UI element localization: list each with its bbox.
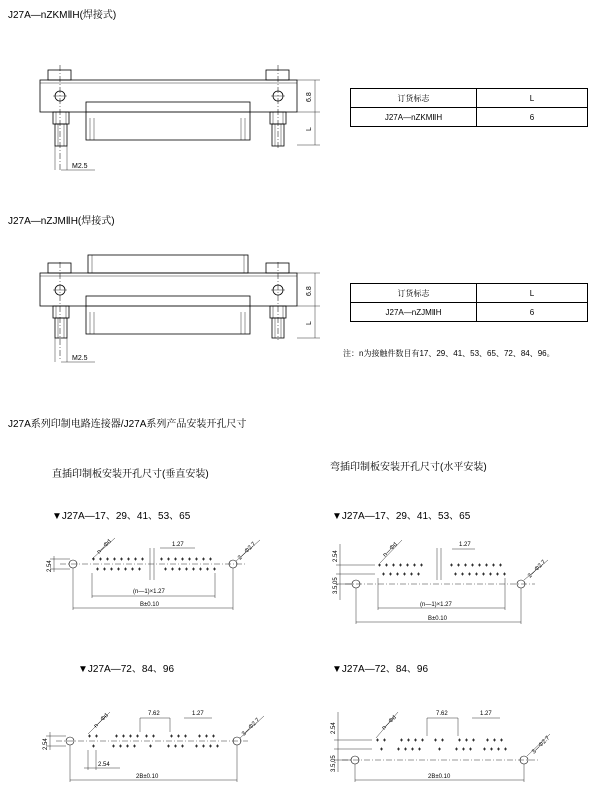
pattern-left-b-hole-3: 3—Φ2.7 bbox=[241, 717, 262, 738]
diagram2-table-header-l: L bbox=[477, 284, 588, 303]
diagram1-table-header-mark: 订货标志 bbox=[351, 89, 477, 108]
right-heading: 弯插印制板安装开孔尺寸(水平安装) bbox=[330, 462, 487, 473]
left-heading: 直插印制板安装开孔尺寸(垂直安装) bbox=[52, 469, 209, 480]
diagram2-drawing bbox=[40, 255, 320, 362]
section-title: J27A系列印制电路连接器/J27A系列产品安装开孔尺寸 bbox=[8, 419, 247, 430]
pattern-left-b-row-bottom: 2.54 bbox=[98, 762, 110, 768]
pattern-left-b-width: 2B±0.10 bbox=[136, 774, 159, 780]
diagram1-table-header-l: L bbox=[477, 89, 588, 108]
table-row bbox=[351, 284, 588, 303]
left-variant-a: ▼J27A—17、29、41、53、65 bbox=[52, 511, 191, 522]
diagram1-dim-screw: M2.5 bbox=[72, 163, 88, 170]
pattern-left-a-hole-n: n—Φd bbox=[96, 538, 113, 556]
diagram1-drawing bbox=[40, 65, 320, 170]
right-variant-b: ▼J27A—72、84、96 bbox=[332, 664, 429, 675]
diagram2-table-l: 6 bbox=[477, 303, 588, 322]
pattern-right-a-hole-2: 2—Φ2.7 bbox=[527, 559, 548, 580]
pattern-left-b-row: 2.54 bbox=[43, 738, 49, 750]
contact-count-note: 注：n为接触件数目有17、29、41、53、65、72、84、96。 bbox=[343, 349, 555, 358]
pattern-left-b-gap: 7.62 bbox=[148, 711, 160, 717]
pattern-right-a-width: B±0.10 bbox=[428, 616, 447, 622]
pattern-left-a-hole-2: 2—Φ2.7 bbox=[237, 541, 258, 562]
right-variant-a: ▼J27A—17、29、41、53、65 bbox=[332, 511, 471, 522]
diagram1-dim-l: L bbox=[306, 127, 313, 131]
pattern-left-a-pitch: 1.27 bbox=[172, 542, 184, 548]
pattern-right-a-pitch: 1.27 bbox=[459, 542, 471, 548]
pattern-right-b-width: 2B±0.10 bbox=[428, 774, 451, 780]
pattern-right-b bbox=[334, 712, 550, 782]
diagram2-dim-vertical: 6.8 bbox=[306, 286, 313, 296]
pattern-right-b-row: 2.54 bbox=[331, 722, 337, 734]
diagram1-order-table bbox=[350, 88, 588, 127]
table-row bbox=[351, 303, 588, 322]
pattern-right-a-hole-n: n—Φd bbox=[382, 541, 399, 559]
diagram2-dim-screw: M2.5 bbox=[72, 355, 88, 362]
diagram1-dim-vertical: 6.8 bbox=[306, 92, 313, 102]
pattern-left-a-row: 2.54 bbox=[47, 560, 53, 572]
diagram1-table-l: 6 bbox=[477, 108, 588, 127]
pattern-right-b-pitch: 1.27 bbox=[480, 711, 492, 717]
pattern-left-a-width: B±0.10 bbox=[140, 602, 159, 608]
diagram2-title: J27A—nZJMⅡH(焊接式) bbox=[8, 216, 115, 227]
diagram2-order-table bbox=[350, 283, 588, 322]
pattern-right-b-hole-n: n—Φd bbox=[381, 714, 398, 732]
pattern-left-b-hole-n: n—Φd bbox=[93, 712, 110, 730]
diagram2-table-header-mark: 订货标志 bbox=[351, 284, 477, 303]
pattern-right-b-row-h: 3.5,05 bbox=[331, 755, 337, 772]
pattern-left-a bbox=[50, 538, 260, 610]
pattern-left-b-pitch: 1.27 bbox=[192, 711, 204, 717]
diagram1-table-mark: J27A—nZKMⅡH bbox=[351, 108, 477, 127]
table-row bbox=[351, 89, 588, 108]
left-variant-b: ▼J27A—72、84、96 bbox=[78, 664, 175, 675]
pattern-left-a-span: (n—1)×1.27 bbox=[133, 589, 165, 595]
diagram1-title: J27A—nZKMⅡH(焊接式) bbox=[8, 10, 117, 21]
table-row bbox=[351, 108, 588, 127]
diagram2-table-mark: J27A—nZJMⅡH bbox=[351, 303, 477, 322]
pattern-right-a-row: 2.54 bbox=[333, 550, 339, 562]
pattern-left-b bbox=[46, 712, 264, 782]
pattern-right-b-hole-3: 3—Φ2.7 bbox=[531, 735, 552, 756]
pattern-right-b-gap: 7.62 bbox=[436, 711, 448, 717]
pattern-right-a bbox=[336, 540, 548, 624]
pattern-right-a-row-h: 3.5,05 bbox=[333, 577, 339, 594]
diagram2-dim-l: L bbox=[306, 321, 313, 325]
pattern-right-a-span: (n—1)×1.27 bbox=[420, 602, 452, 608]
